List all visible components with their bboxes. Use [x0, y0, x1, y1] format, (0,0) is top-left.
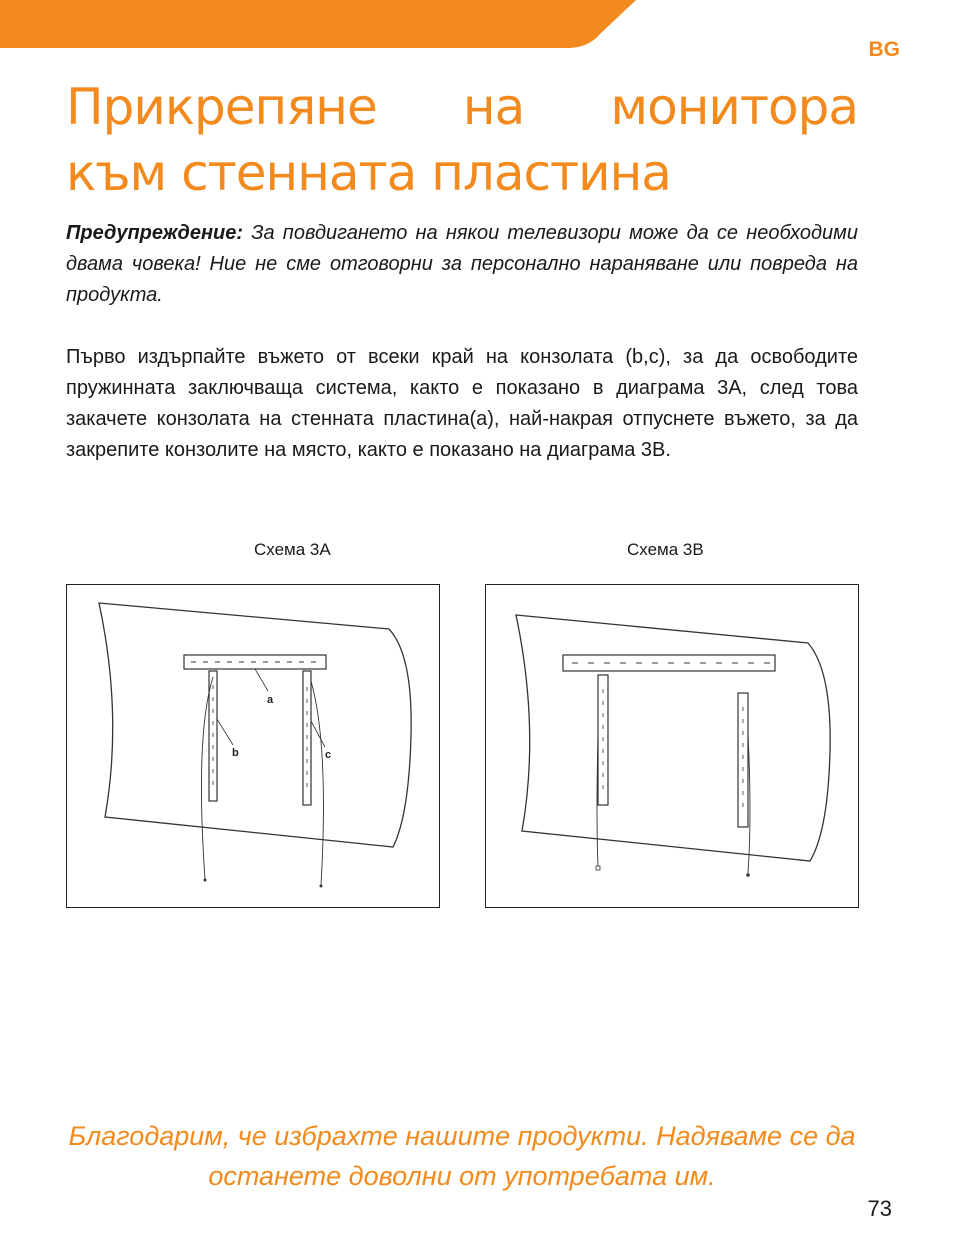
title-word-2: на — [462, 78, 525, 136]
tv-outline — [99, 603, 411, 847]
warning-text: За повдигането на някои телевизори може да се необходими двама човека! Ние не сме отговорни за персонално нараняване или повреда на продукта. — [66, 222, 858, 306]
tv-outline — [516, 615, 830, 861]
right-cord — [311, 681, 323, 885]
figure-b-caption: Схема 3B — [627, 540, 704, 559]
label-c: c — [325, 749, 332, 761]
figure-b — [485, 584, 859, 908]
leader-c — [311, 721, 325, 747]
left-cord-end — [596, 866, 600, 870]
leader-a — [255, 669, 268, 691]
language-code: BG — [868, 38, 900, 61]
right-cord-end — [320, 885, 323, 888]
label-a: a — [267, 694, 274, 706]
title-line-2: към стенната пластина — [66, 144, 671, 202]
instructions-paragraph: Първо издърпайте въжето от всеки край на конзолата (b,c), за да освободите пружинната заключваща система, както е показано в диаграма 3A, след това закачете конзолата на стенната пластина(a), най-накрая отпуснете въжето, за да закрепите конзолите на място, както е показано на диаграма 3B. — [66, 346, 858, 461]
right-cord-end — [746, 873, 750, 877]
warning-paragraph — [66, 218, 858, 311]
title-word-3: монитора — [610, 78, 858, 136]
title-line-1 — [66, 74, 858, 140]
left-cord-end — [204, 879, 207, 882]
warning-label: Предупреждение: — [66, 222, 244, 244]
figure-b-drawing — [486, 585, 860, 909]
page-number: 73 — [867, 1196, 892, 1221]
figure-a-drawing — [67, 585, 441, 909]
page-title — [66, 74, 858, 206]
closing-message: Благодарим, че избрахте нашите продукти. Надяваме се да останете доволни от употребата им. — [68, 1121, 856, 1191]
leader-b — [217, 719, 233, 745]
figure-a — [66, 584, 440, 908]
label-b: b — [232, 747, 239, 759]
header-accent-bar — [0, 0, 640, 48]
figure-a-caption: Схема 3A — [254, 540, 331, 559]
title-word-1: Прикрепяне — [66, 78, 377, 136]
